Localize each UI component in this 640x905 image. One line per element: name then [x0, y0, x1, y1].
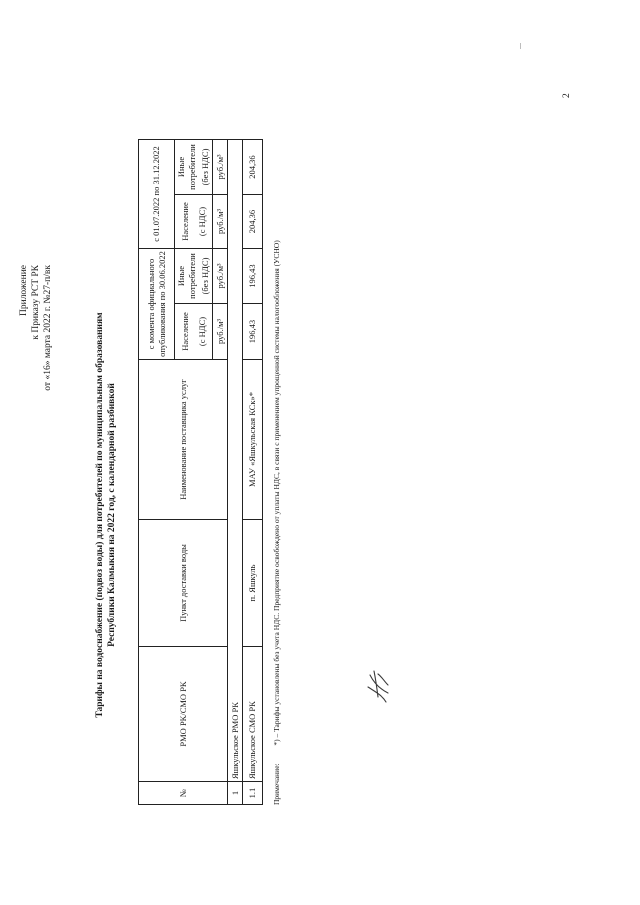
header-point: Пункт доставки воды: [139, 520, 228, 647]
header-rmo: РМО РК/СМО РК: [139, 647, 228, 782]
table-row: [243, 139, 263, 804]
header-num: №: [139, 782, 228, 805]
document-title: [94, 245, 118, 785]
row-p2-other: 204,36: [243, 139, 263, 194]
header-p2-other-label: Иные потребители: [176, 144, 197, 190]
row-num: 1.1: [243, 782, 263, 805]
header-p2-without-vat: (без НДС): [200, 148, 210, 186]
header-p1-other-unit: руб./м³: [213, 249, 228, 304]
page-number: 2: [562, 93, 572, 98]
footnote: [272, 85, 282, 805]
header-p1-other: [175, 249, 213, 304]
header-period-1: с момента официального опубликования по 30.06.2022: [139, 249, 175, 360]
header-p1-population-unit: руб./м³: [213, 304, 228, 360]
header-p2-population: [175, 195, 213, 249]
appendix-block: [18, 265, 54, 525]
row-supplier: МАУ «Яшкульская КСк»*: [243, 360, 263, 520]
header-supplier: Наименование поставщика услуг: [139, 360, 228, 520]
row-smo: Яшкульское СМО РК: [243, 647, 263, 782]
header-p2-other-unit: руб./м³: [213, 139, 228, 194]
footnote-label: Примечание:: [272, 763, 281, 805]
row-p1-population: 196,43: [243, 304, 263, 360]
header-period-2: с 01.07.2022 по 31.12.2022: [139, 139, 175, 248]
group-num: 1: [228, 782, 243, 805]
appendix-line-2: к Приказу РСТ РК: [31, 265, 41, 340]
header-p2-other: [175, 139, 213, 194]
header-p1-without-vat: (без НДС): [200, 257, 210, 295]
header-p1-other-label: Иные потребители: [176, 253, 197, 299]
row-point: п. Яшкуль: [243, 520, 263, 647]
appendix-line-3: от «16» марта 2022 г. №27-п/вк: [43, 265, 53, 391]
header-p2-population-label: Население: [179, 202, 190, 241]
signature-icon: [364, 667, 392, 705]
signature: [364, 667, 392, 705]
group-name: Яшкульское РМО РК: [228, 139, 243, 781]
title-line-1: Тарифы на водоснабжение (подвоз воды) для потребителей по муниципальным образованиям: [95, 312, 105, 718]
tariff-table: [138, 139, 263, 805]
header-p2-with-vat: (с НДС): [196, 206, 207, 237]
footnote-text: *) – Тарифы установлены без учета НДС. Предприятие освобождено от уплаты НДС, в связи с применением упрощенной системы налогообложения (УСНО): [272, 240, 281, 746]
header-p1-population-label: Население: [179, 312, 190, 351]
row-p1-other: 196,43: [243, 249, 263, 304]
row-p2-population: 204,36: [243, 195, 263, 249]
group-row: [228, 139, 243, 804]
scan-line: [520, 43, 521, 49]
header-p1-population: [175, 304, 213, 360]
header-p1-with-vat: (с НДС): [196, 316, 207, 347]
title-line-2: Республики Калмыкия на 2022 год, с календарной разбивкой: [107, 383, 117, 647]
header-p2-population-unit: руб./м³: [213, 195, 228, 249]
appendix-line-1: Приложение: [19, 265, 29, 316]
